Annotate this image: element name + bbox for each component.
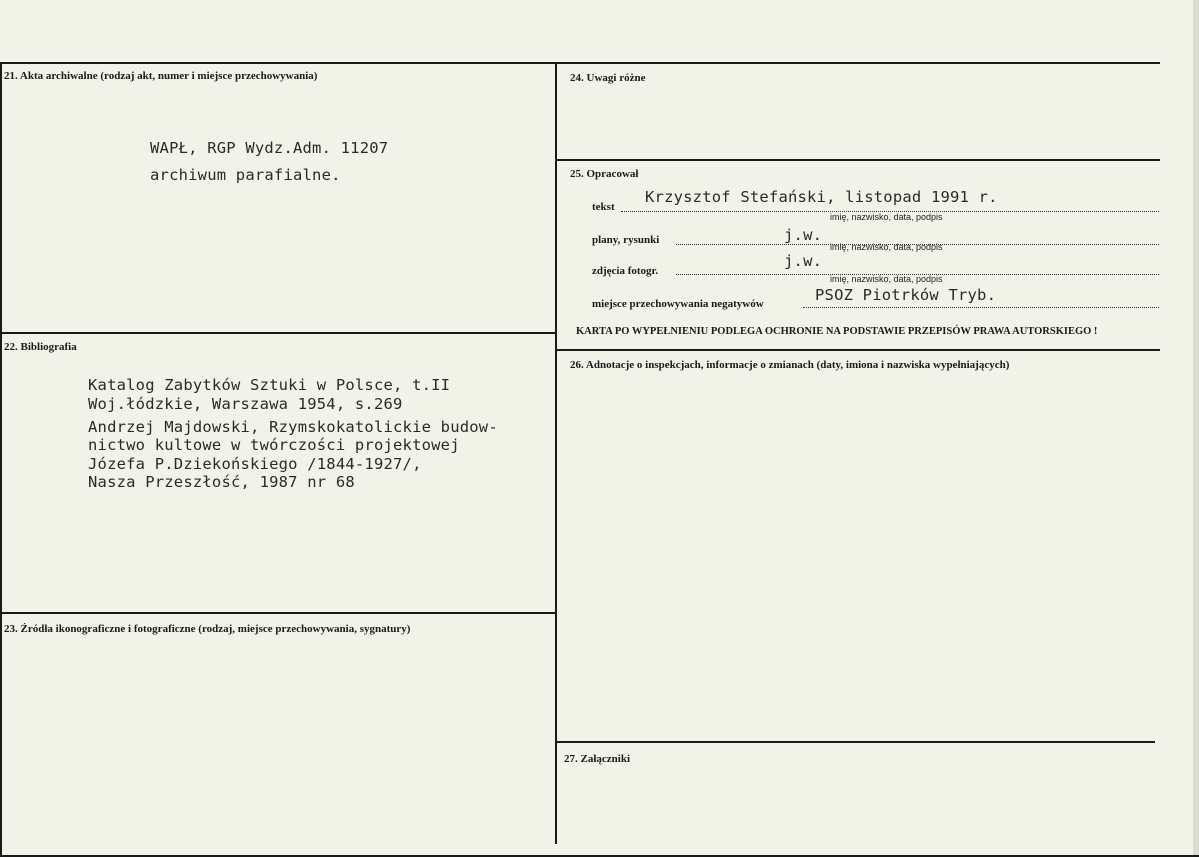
section-22-label: 22. Bibliografia [4, 341, 77, 353]
top-rule [0, 62, 1160, 64]
rule-24-25 [555, 159, 1160, 161]
plany-value: j.w. [784, 226, 823, 244]
miejsce-value: PSOZ Piotrków Tryb. [815, 286, 997, 304]
tekst-caption: imię, nazwisko, data, podpis [830, 212, 943, 222]
bibliography-line-4: nictwo kultowe w twórczości projektowej [88, 436, 460, 454]
center-rule [555, 62, 557, 844]
left-rule [0, 62, 2, 857]
bibliography-line-6: Nasza Przeszłość, 1987 nr 68 [88, 473, 355, 491]
copyright-notice: KARTA PO WYPEŁNIENIU PODLEGA OCHRONIE NA PODSTAWIE PRZEPISÓW PRAWA AUTORSKIEGO ! [576, 326, 1098, 337]
bibliography-line-3: Andrzej Majdowski, Rzymskokatolickie budow- [88, 418, 498, 436]
rule-22-23 [0, 612, 557, 614]
section-21-line-2: archiwum parafialne. [150, 166, 341, 184]
section-23-label: 23. Źródła ikonograficzne i fotograficzne (rodzaj, miejsce przechowywania, sygnatury) [4, 623, 411, 635]
zdjecia-value: j.w. [784, 252, 823, 270]
section-24-label: 24. Uwagi różne [570, 72, 646, 84]
section-25-label: 25. Opracował [570, 168, 639, 180]
plany-caption: imię, nazwisko, data, podpis [830, 242, 943, 252]
miejsce-dotted-line [803, 307, 1159, 308]
section-21-label: 21. Akta archiwalne (rodzaj akt, numer i miejsce przechowywania) [4, 70, 318, 82]
bibliography-line-1: Katalog Zabytków Sztuki w Polsce, t.II [88, 376, 451, 394]
bibliography-line-5: Józefa P.Dziekońskiego /1844-1927/, [88, 455, 422, 473]
section-27-label: 27. Załączniki [564, 753, 631, 765]
rule-26-27 [555, 741, 1155, 743]
section-26-label: 26. Adnotacje o inspekcjach, informacje o zmianach (daty, imiona i nazwiska wypełniających) [570, 359, 1010, 371]
zdjecia-label: zdjęcia fotogr. [592, 265, 659, 277]
section-21-line-1: WAPŁ, RGP Wydz.Adm. 11207 [150, 139, 389, 157]
bibliography-line-2: Woj.łódzkie, Warszawa 1954, s.269 [88, 395, 403, 413]
rule-25-26 [555, 349, 1160, 351]
tekst-value: Krzysztof Stefański, listopad 1991 r. [645, 188, 998, 206]
rule-21-22 [0, 332, 557, 334]
card-edge [1193, 0, 1199, 857]
tekst-label: tekst [592, 201, 615, 213]
plany-label: plany, rysunki [592, 234, 660, 246]
miejsce-label: miejsce przechowywania negatywów [592, 298, 764, 310]
zdjecia-caption: imię, nazwisko, data, podpis [830, 274, 943, 284]
